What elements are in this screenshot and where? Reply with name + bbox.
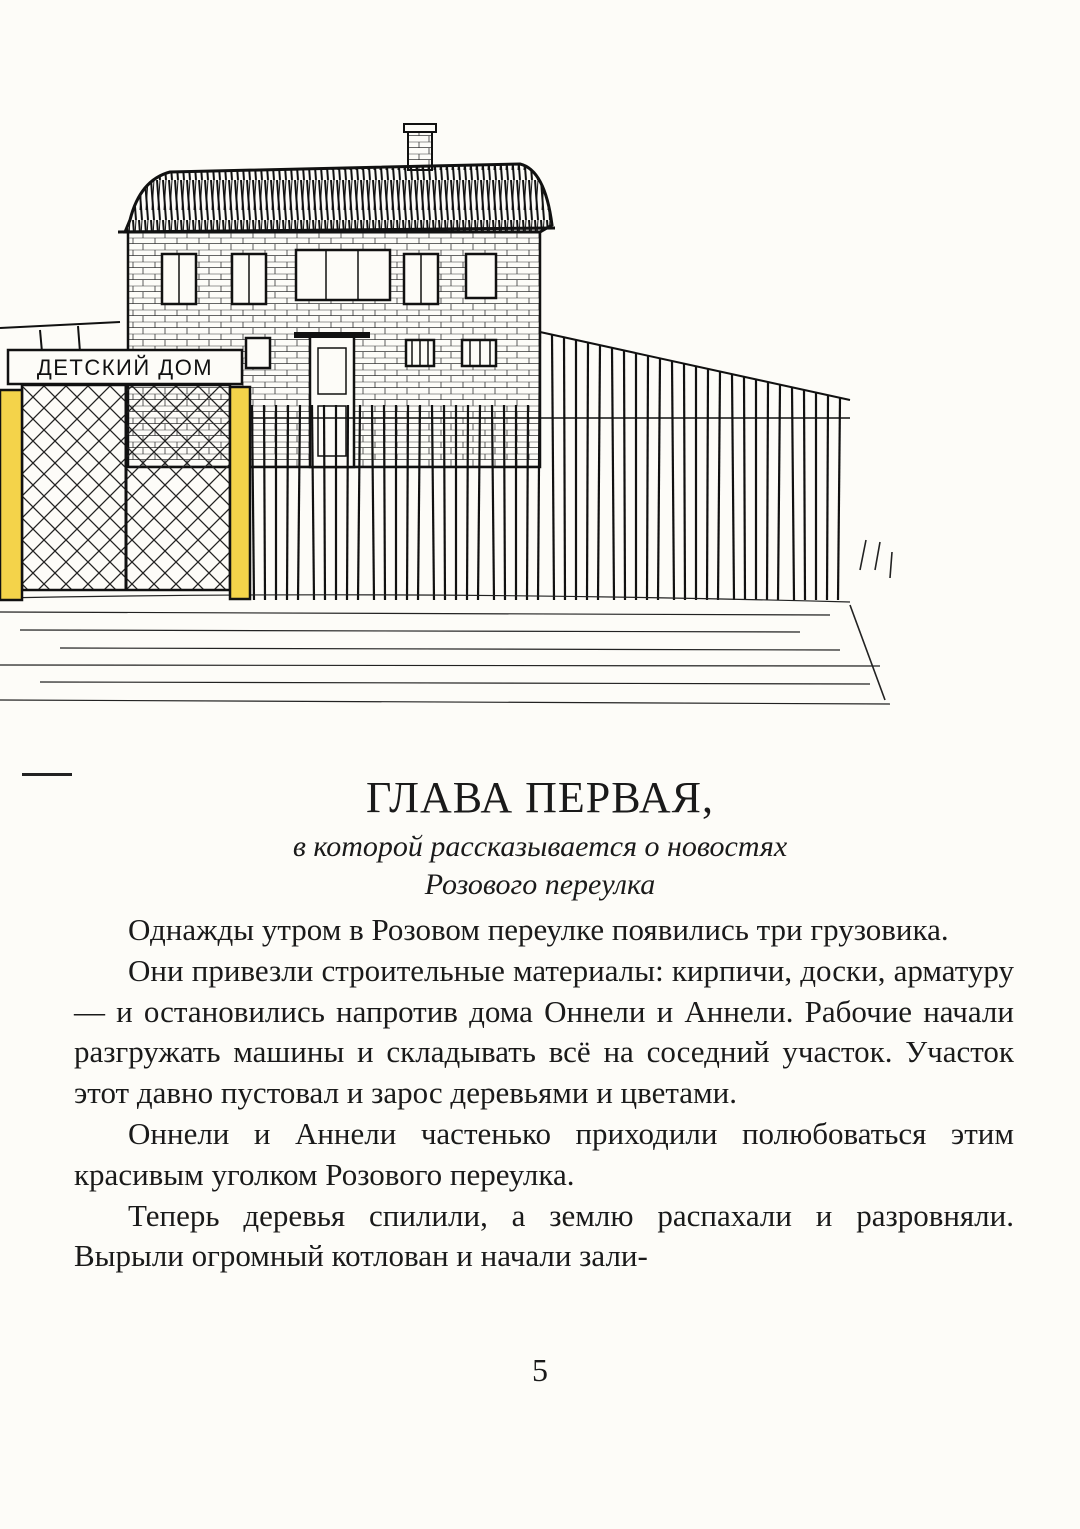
gate-post-right [230,387,250,599]
chapter-subtitle-line-2: Розового переулка [424,868,656,901]
chapter-title: ГЛАВА ПЕРВАЯ, [366,773,714,822]
paragraph: Однажды утром в Розовом переулке появились три грузовика. [128,912,949,947]
orphanage-sign [8,350,242,384]
mesh-gate [22,385,230,590]
paragraph: Теперь деревья спилили, а землю распахали и разровняли. Вырыли огромный котлован и начали зали- [74,1197,1014,1274]
paragraph: Они привезли строительные материалы: кирпичи, доски, арматуру — и остановились напротив дома Оннели и Аннели. Рабочие начали разгружать машины и складывать всё на соседний участок. Участок этот давно пустовал и зарос деревьями и цветами. [74,952,1014,1111]
page-number: 5 [532,1352,548,1388]
chapter-subtitle-line-1: в которой рассказывается о новостях [292,830,788,863]
gate-post-left [0,390,22,600]
chimney [404,124,436,170]
sign-text: ДЕТСКИЙ ДОМ [36,355,214,380]
chapter-body [74,910,1014,1277]
chapter-subtitle [200,828,880,904]
orphanage-illustration [0,100,1080,720]
paragraph: Оннели и Аннели частенько приходили полюбоваться этим красивым уголком Розового переулка. [74,1115,1014,1192]
roof [118,164,555,232]
